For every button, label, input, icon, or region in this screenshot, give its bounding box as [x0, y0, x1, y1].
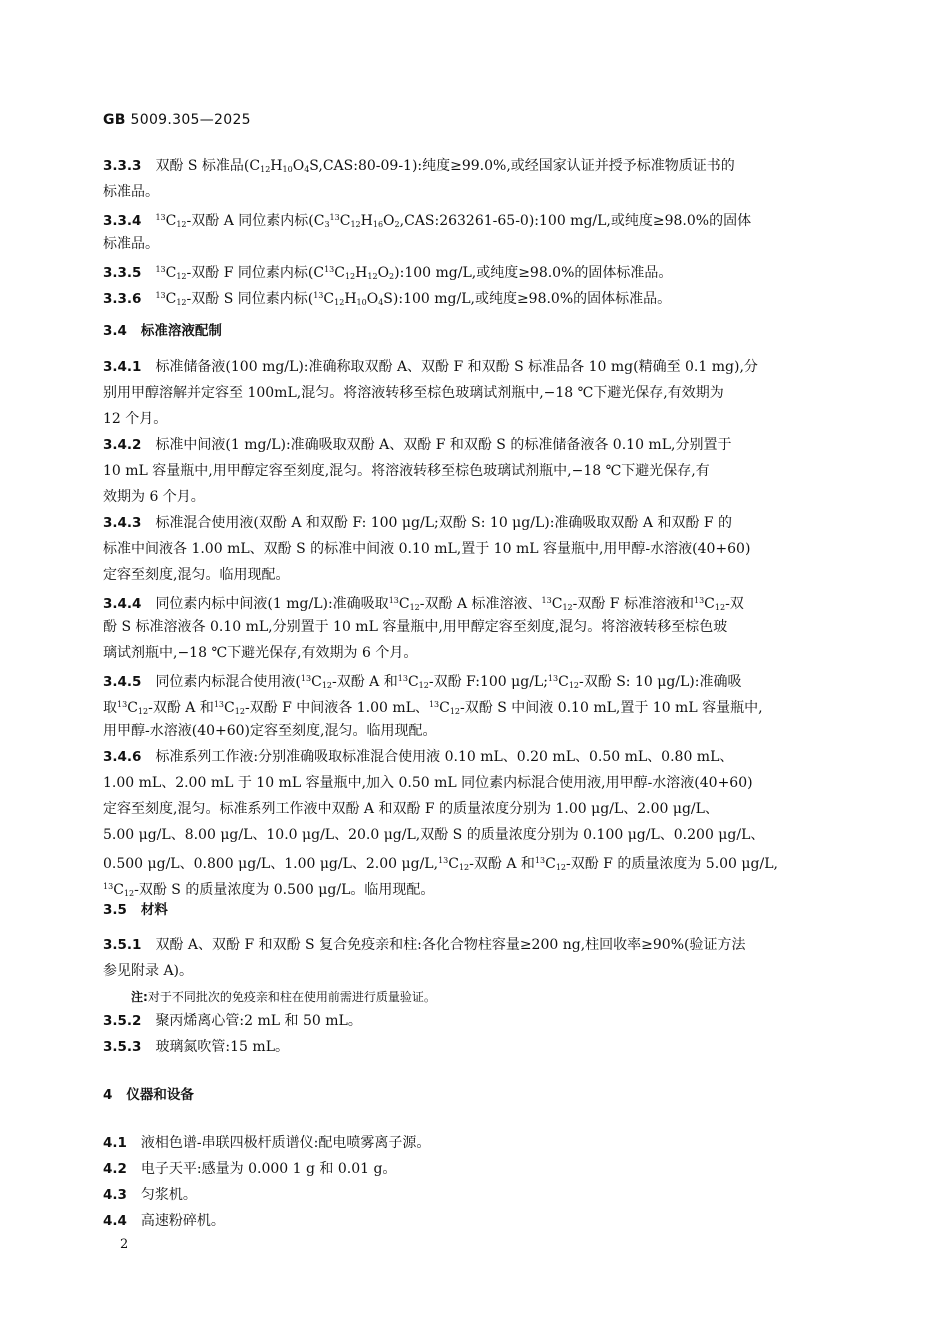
clause-3-3-5: 3.3.5 $^{13}C_{12}-$双酚 F 同位素内标$(C^{13}C_{12}H_{12}O_2):100$ mg/L,或纯度≥98.0%的固体标准品。 — [103, 265, 673, 281]
clause-3-3-3-cont: 标准品。 — [103, 184, 159, 200]
clause-3-4-1: 3.4.1 标准储备液(100 mg/L):准确称取双酚 A、双酚 F 和双酚 S 标准品各 10 mg(精确至 0.1 mg),分 — [103, 359, 758, 375]
clause-3-4-2-line3: 效期为 6 个月。 — [103, 489, 205, 505]
clause-3-4-6: 3.4.6 标准系列工作液:分别准确吸取标准混合使用液 0.10 mL、0.20 mL、0.50 mL、0.80 mL、 — [103, 749, 734, 765]
clause-3-4-3-line2: 标准中间液各 1.00 mL、双酚 S 的标准中间液 0.10 mL,置于 10 mL 容量瓶中,用甲醇-水溶液(40+60) — [103, 541, 751, 557]
clause-3-5-1-line2: 参见附录 A)。 — [103, 963, 194, 979]
clause-3-3-6: 3.3.6 $^{13}C_{12}-$双酚 S 同位素内标$(^{13}C_{12}H_{10}O_4S):100$ mg/L,或纯度≥98.0%的固体标准品。 — [103, 291, 672, 307]
clause-3-4-4: 3.4.4 同位素内标中间液(1 mg/L):准确吸取$^{13}C_{12}-$双酚 A 标准溶液、$^{13}C_{12}-$双酚 F 标准溶液和$^{13}C_{12}-$双 — [103, 596, 744, 612]
clause-3-4-3: 3.4.3 标准混合使用液(双酚 A 和双酚 F: 100 μg/L;双酚 S: 10 μg/L):准确吸取双酚 A 和双酚 F 的 — [103, 515, 733, 531]
note: 注:对于不同批次的免疫亲和柱在使用前需进行质量验证。 — [131, 990, 436, 1004]
clause-3-4-6-line6: $^{13}C_{12}-$双酚 S 的质量浓度为 0.500 μg/L。临用现配。 — [103, 882, 435, 898]
clause-3-5-3: 3.5.3 玻璃氮吹管:15 mL。 — [103, 1039, 289, 1055]
clause-3-4-4-line2: 酚 S 标准溶液各 0.10 mL,分别置于 10 mL 容量瓶中,用甲醇定容至刻度,混匀。将溶液转移至棕色玻 — [103, 619, 728, 635]
clause-3-4-6-line3: 定容至刻度,混匀。标准系列工作液中双酚 A 和双酚 F 的质量浓度分别为 1.00 μg/L、2.00 μg/L、 — [103, 801, 719, 817]
clause-3-3-4: 3.3.4 $^{13}C_{12}-$双酚 A 同位素内标$(C_3^{13}C_{12}H_{16}O_2,CAS:263261-65-0):100$ mg/L,或纯度≥98.0%的固体 — [103, 213, 752, 229]
standard-number: 5009.305—2025 — [130, 112, 251, 128]
clause-3-5-2: 3.5.2 聚丙烯离心管:2 mL 和 50 mL。 — [103, 1013, 362, 1029]
clause-3-5-1: 3.5.1 双酚 A、双酚 F 和双酚 S 复合免疫亲和柱:各化合物柱容量≥200 ng,柱回收率≥90%(验证方法 — [103, 937, 746, 953]
clause-3-4-5-line2: 取$^{13}C_{12}-$双酚 A 和$^{13}C_{12}-$双酚 F 中间液各 1.00 mL、$^{13}C_{12}-$双酚 S 中间液 0.10 mL,置于 10 mL 容量瓶中, — [103, 700, 763, 716]
clause-3-4-4-line3: 璃试剂瓶中,−18 ℃下避光保存,有效期为 6 个月。 — [103, 645, 418, 661]
clause-3-3-4-cont: 标准品。 — [103, 236, 159, 252]
clause-4-3: 4.3 匀浆机。 — [103, 1187, 197, 1203]
section-4-heading: 4 仪器和设备 — [103, 1087, 194, 1103]
clause-4-2: 4.2 电子天平:感量为 0.000 1 g 和 0.01 g。 — [103, 1161, 397, 1177]
clause-3-4-6-line5: 0.500 μg/L、0.800 μg/L、1.00 μg/L、2.00 $\mu g/L,^{13}C_{12}-$双酚 A 和$^{13}C_{12}-$双酚 F 的质量浓度为 5.00 μg/L, — [103, 856, 778, 872]
clause-3-4-3-line3: 定容至刻度,混匀。临用现配。 — [103, 567, 290, 583]
section-3-4-heading: 3.4 标准溶液配制 — [103, 323, 222, 339]
clause-3-3-3: 3.3.3 双酚 S 标准品$(C_{12}H_{10}O_4S,CAS:80-09-1)$:纯度≥99.0%,或经国家认证并授予标准物质证书的 — [103, 158, 735, 174]
clause-3-4-2: 3.4.2 标准中间液(1 mg/L):准确吸取双酚 A、双酚 F 和双酚 S 的标准储备液各 0.10 mL,分别置于 — [103, 437, 732, 453]
section-3-5-heading: 3.5 材料 — [103, 902, 168, 918]
clause-3-4-1-line2: 别用甲醇溶解并定容至 100mL,混匀。将溶液转移至棕色玻璃试剂瓶中,−18 ℃下避光保存,有效期为 — [103, 385, 724, 401]
clause-3-4-6-line4: 5.00 μg/L、8.00 μg/L、10.0 μg/L、20.0 μg/L,双酚 S 的质量浓度分别为 0.100 μg/L、0.200 μg/L、 — [103, 827, 765, 843]
clause-4-1: 4.1 液相色谱-串联四极杆质谱仪:配电喷雾离子源。 — [103, 1135, 431, 1151]
page-number: 2 — [120, 1237, 129, 1252]
document-header — [103, 112, 251, 128]
clause-4-4: 4.4 高速粉碎机。 — [103, 1213, 225, 1229]
clause-3-4-5: 3.4.5 同位素内标混合使用液($^{13}C_{12}-$双酚 A 和$^{13}C_{12}-$双酚 F:100 $\mu g/L;^{13}C_{12}-$双酚 S: 10 μg/L):准确吸 — [103, 674, 742, 690]
clause-3-4-1-line3: 12 个月。 — [103, 411, 168, 427]
standard-prefix: GB — [103, 112, 126, 128]
clause-3-4-6-line2: 1.00 mL、2.00 mL 于 10 mL 容量瓶中,加入 0.50 mL 同位素内标混合使用液,用甲醇-水溶液(40+60) — [103, 775, 753, 791]
clause-3-4-2-line2: 10 mL 容量瓶中,用甲醇定容至刻度,混匀。将溶液转移至棕色玻璃试剂瓶中,−18 ℃下避光保存,有 — [103, 463, 710, 479]
clause-3-4-5-line3: 用甲醇-水溶液(40+60)定容至刻度,混匀。临用现配。 — [103, 723, 437, 739]
